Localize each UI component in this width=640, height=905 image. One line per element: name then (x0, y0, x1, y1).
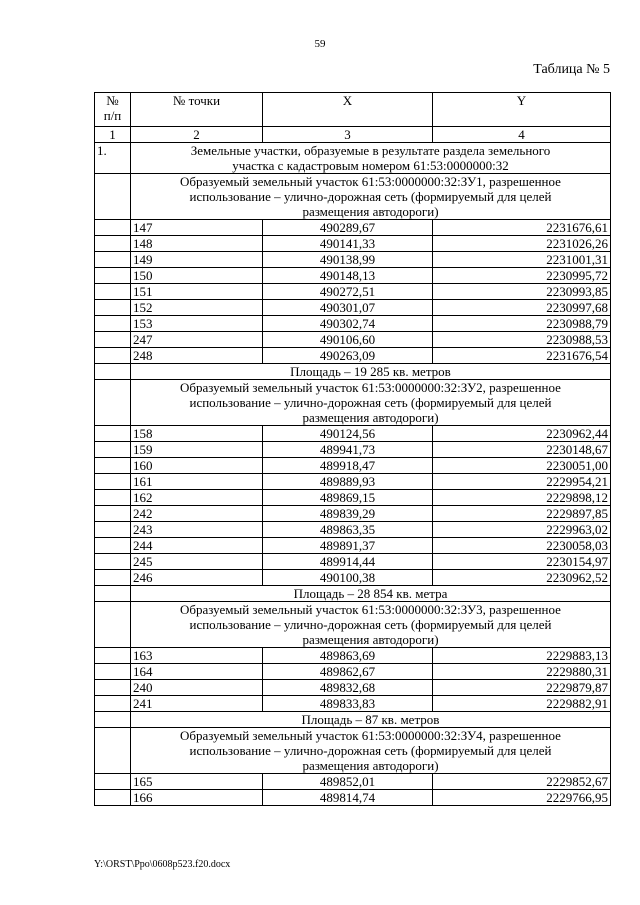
empty-cell (95, 316, 131, 332)
empty-cell (95, 586, 131, 602)
section-title: Земельные участки, образуемые в результате раздела земельного участка с кадастровым номером 61:53:0000000:32 (131, 143, 611, 174)
y-coordinate: 2229898,12 (433, 490, 611, 506)
table-row (95, 490, 611, 506)
table-row (95, 426, 611, 442)
table-row (95, 570, 611, 586)
point-number: 153 (131, 316, 263, 332)
header-x: X (263, 93, 433, 127)
header-no-line2: п/п (103, 108, 122, 123)
parcel-title: Образуемый земельный участок 61:53:0000000:32:ЗУ2, разрешенное использование – улично-дорожная сеть (формируемый для целей размещения автодороги) (131, 380, 611, 426)
column-number: 3 (263, 127, 433, 143)
table-row (95, 220, 611, 236)
y-coordinate: 2229882,91 (433, 696, 611, 712)
table-row (95, 680, 611, 696)
parcel-area: Площадь – 87 кв. метров (131, 712, 611, 728)
table-row (95, 268, 611, 284)
point-number: 246 (131, 570, 263, 586)
file-path-footer: Y:\ORST\Ppo\0608p523.f20.docx (94, 859, 231, 870)
header-row (95, 93, 611, 127)
x-coordinate: 489862,67 (263, 664, 433, 680)
y-coordinate: 2229766,95 (433, 790, 611, 806)
y-coordinate: 2231026,26 (433, 236, 611, 252)
point-number: 166 (131, 790, 263, 806)
point-number: 147 (131, 220, 263, 236)
empty-cell (95, 680, 131, 696)
empty-cell (95, 570, 131, 586)
x-coordinate: 489863,69 (263, 648, 433, 664)
point-number: 160 (131, 458, 263, 474)
point-number: 242 (131, 506, 263, 522)
table-row (95, 664, 611, 680)
x-coordinate: 489869,15 (263, 490, 433, 506)
column-number-row (95, 127, 611, 143)
x-coordinate: 490124,56 (263, 426, 433, 442)
x-coordinate: 490301,07 (263, 300, 433, 316)
empty-cell (95, 268, 131, 284)
y-coordinate: 2230154,97 (433, 554, 611, 570)
column-number: 1 (95, 127, 131, 143)
point-number: 158 (131, 426, 263, 442)
x-coordinate: 489891,37 (263, 538, 433, 554)
y-coordinate: 2230962,52 (433, 570, 611, 586)
point-number: 240 (131, 680, 263, 696)
x-coordinate: 490138,99 (263, 252, 433, 268)
point-number: 163 (131, 648, 263, 664)
point-number: 244 (131, 538, 263, 554)
y-coordinate: 2230148,67 (433, 442, 611, 458)
area-row (95, 364, 611, 380)
empty-cell (95, 348, 131, 364)
parcel-title: Образуемый земельный участок 61:53:0000000:32:ЗУ4, разрешенное использование – улично-дорожная сеть (формируемый для целей размещения автодороги) (131, 728, 611, 774)
empty-cell (95, 774, 131, 790)
point-number: 151 (131, 284, 263, 300)
header-point: № точки (131, 93, 263, 127)
empty-cell (95, 332, 131, 348)
y-coordinate: 2229963,02 (433, 522, 611, 538)
empty-cell (95, 790, 131, 806)
table-row (95, 348, 611, 364)
empty-cell (95, 474, 131, 490)
point-number: 148 (131, 236, 263, 252)
table-caption: Таблица № 5 (533, 62, 610, 77)
y-coordinate: 2230962,44 (433, 426, 611, 442)
table-row (95, 696, 611, 712)
point-number: 248 (131, 348, 263, 364)
table-row (95, 506, 611, 522)
x-coordinate: 489832,68 (263, 680, 433, 696)
x-coordinate: 489852,01 (263, 774, 433, 790)
empty-cell (95, 442, 131, 458)
parcel-title-row (95, 728, 611, 774)
y-coordinate: 2230995,72 (433, 268, 611, 284)
y-coordinate: 2230058,03 (433, 538, 611, 554)
y-coordinate: 2230988,53 (433, 332, 611, 348)
empty-cell (95, 648, 131, 664)
table-row (95, 458, 611, 474)
point-number: 159 (131, 442, 263, 458)
table-row (95, 316, 611, 332)
table-row (95, 538, 611, 554)
y-coordinate: 2229880,31 (433, 664, 611, 680)
x-coordinate: 490272,51 (263, 284, 433, 300)
x-coordinate: 489814,74 (263, 790, 433, 806)
y-coordinate: 2229954,21 (433, 474, 611, 490)
y-coordinate: 2231676,61 (433, 220, 611, 236)
point-number: 245 (131, 554, 263, 570)
table-row (95, 300, 611, 316)
table-row (95, 648, 611, 664)
table-row (95, 442, 611, 458)
point-number: 164 (131, 664, 263, 680)
x-coordinate: 489918,47 (263, 458, 433, 474)
x-coordinate: 489833,83 (263, 696, 433, 712)
empty-cell (95, 300, 131, 316)
x-coordinate: 490100,38 (263, 570, 433, 586)
parcel-area: Площадь – 19 285 кв. метров (131, 364, 611, 380)
y-coordinate: 2230051,00 (433, 458, 611, 474)
table-row (95, 790, 611, 806)
section-row (95, 143, 611, 174)
point-number: 150 (131, 268, 263, 284)
table-row (95, 236, 611, 252)
page-number: 59 (314, 38, 326, 50)
empty-cell (95, 284, 131, 300)
empty-cell (95, 602, 131, 648)
x-coordinate: 490106,60 (263, 332, 433, 348)
y-coordinate: 2229897,85 (433, 506, 611, 522)
section-number: 1. (95, 143, 131, 174)
point-number: 243 (131, 522, 263, 538)
area-row (95, 712, 611, 728)
y-coordinate: 2231001,31 (433, 252, 611, 268)
empty-cell (95, 458, 131, 474)
x-coordinate: 489839,29 (263, 506, 433, 522)
empty-cell (95, 252, 131, 268)
empty-cell (95, 554, 131, 570)
point-number: 149 (131, 252, 263, 268)
empty-cell (95, 712, 131, 728)
parcel-title: Образуемый земельный участок 61:53:0000000:32:ЗУ3, разрешенное использование – улично-дорожная сеть (формируемый для целей размещения автодороги) (131, 602, 611, 648)
point-number: 165 (131, 774, 263, 790)
table-row (95, 554, 611, 570)
header-no-line1: № (106, 93, 119, 108)
table-row (95, 522, 611, 538)
table-row (95, 252, 611, 268)
x-coordinate: 489914,44 (263, 554, 433, 570)
empty-cell (95, 506, 131, 522)
x-coordinate: 489863,35 (263, 522, 433, 538)
y-coordinate: 2230988,79 (433, 316, 611, 332)
x-coordinate: 489889,93 (263, 474, 433, 490)
empty-cell (95, 538, 131, 554)
point-number: 162 (131, 490, 263, 506)
x-coordinate: 490302,74 (263, 316, 433, 332)
y-coordinate: 2229852,67 (433, 774, 611, 790)
y-coordinate: 2231676,54 (433, 348, 611, 364)
parcel-title-row (95, 380, 611, 426)
y-coordinate: 2230997,68 (433, 300, 611, 316)
empty-cell (95, 220, 131, 236)
column-number: 2 (131, 127, 263, 143)
empty-cell (95, 426, 131, 442)
column-number: 4 (433, 127, 611, 143)
empty-cell (95, 728, 131, 774)
area-row (95, 586, 611, 602)
point-number: 247 (131, 332, 263, 348)
empty-cell (95, 664, 131, 680)
empty-cell (95, 236, 131, 252)
parcel-area: Площадь – 28 854 кв. метра (131, 586, 611, 602)
empty-cell (95, 380, 131, 426)
point-number: 152 (131, 300, 263, 316)
header-no (95, 93, 131, 127)
empty-cell (95, 490, 131, 506)
point-number: 161 (131, 474, 263, 490)
header-y: Y (433, 93, 611, 127)
y-coordinate: 2229879,87 (433, 680, 611, 696)
parcel-title: Образуемый земельный участок 61:53:0000000:32:ЗУ1, разрешенное использование – улично-дорожная сеть (формируемый для целей размещения автодороги) (131, 174, 611, 220)
table-row (95, 284, 611, 300)
x-coordinate: 490141,33 (263, 236, 433, 252)
x-coordinate: 490263,09 (263, 348, 433, 364)
empty-cell (95, 174, 131, 220)
table-row (95, 332, 611, 348)
parcel-title-row (95, 602, 611, 648)
empty-cell (95, 696, 131, 712)
parcel-title-row (95, 174, 611, 220)
y-coordinate: 2229883,13 (433, 648, 611, 664)
x-coordinate: 489941,73 (263, 442, 433, 458)
table-row (95, 774, 611, 790)
x-coordinate: 490148,13 (263, 268, 433, 284)
point-number: 241 (131, 696, 263, 712)
table-row (95, 474, 611, 490)
coordinates-table (94, 92, 611, 806)
empty-cell (95, 364, 131, 380)
y-coordinate: 2230993,85 (433, 284, 611, 300)
empty-cell (95, 522, 131, 538)
x-coordinate: 490289,67 (263, 220, 433, 236)
